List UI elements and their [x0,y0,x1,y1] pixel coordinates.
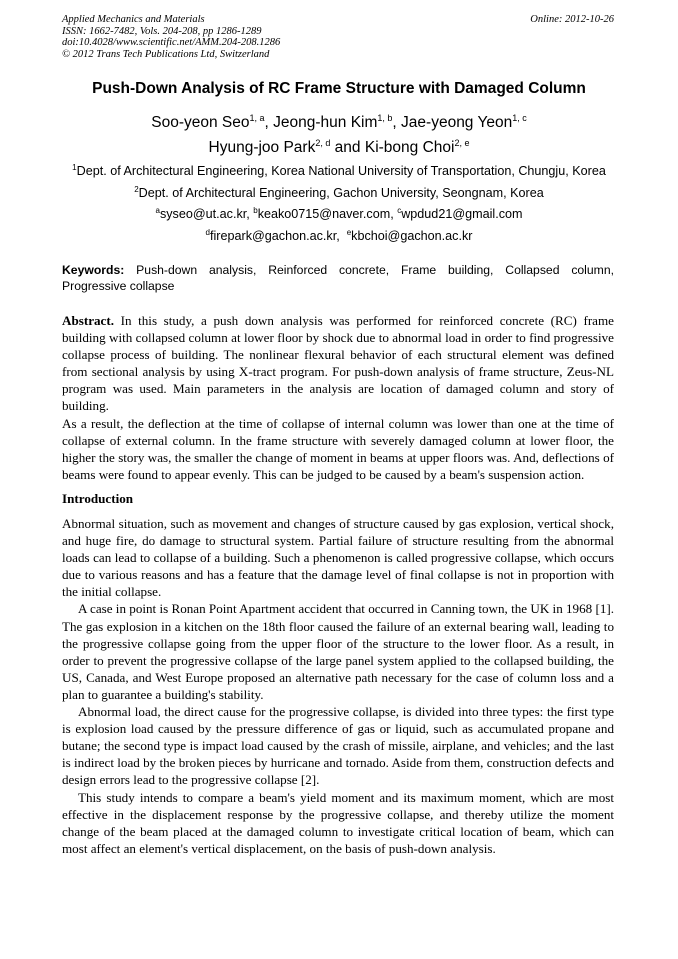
affiliation-2: $^2$Dept. of Architectural Engineering, Gachon University, Seongnam, Korea [134,185,544,201]
author-superscript: 1, a [249,113,265,123]
email-address[interactable]: syseo@ut.ac.kr, [159,207,250,222]
copyright-line: © 2012 Trans Tech Publications Ltd, Switzerland [62,48,270,60]
author-line-2 [62,138,616,157]
intro-paragraph-3: Abnormal load, the direct cause for the progressive collapse, is divided into three types: the first type is explosion load caused by the pressure difference of gas or liquid, such as accumulated propane and butane; the second type is impact load caused by the crash of missile, airplane, and vehicles; and the last is indirect load by the broken pieces by hurricane and tornado. Aside from them, construction defects and design errors lead to the progressive collapse [2]. [62,704,614,788]
keywords-text: Push-down analysis, Reinforced concrete, Frame building, Collapsed column, Progressive collapse [62,263,614,293]
author-name: Soo-yeon Seo [151,114,250,132]
affiliation-1: $^1$Dept. of Architectural Engineering, Korea National University of Transportation, Chungju, Korea [72,163,606,179]
author-superscript: 1, c [512,113,527,123]
publication-header [62,14,614,60]
affiliation-superscript: 1 [72,163,77,172]
author-line-1: Soo-yeon Seo$^{1, a}$, Jeong-hun Kim$^{1, b}$, Jae-yeong Yeon$^{1, c}$ [151,113,527,132]
intro-paragraph-2: A case in point is Ronan Point Apartment accident that occurred in Canning town, the UK in 1968 [1]. The gas explosion in a kitchen on the 18th floor caused the failure of an external bearing wall, leading to the progressive collapse going from the upper floor of the structure to the lower floor. As a result, in order to prevent the progressive collapse of the large panel system applied to the collapsed building, the US, Canada, and West Europe proposed an alternative path necessary for the case of column loss and a plan to guarantee a building's stability. [62,601,615,702]
author-name: Jeong-hun Kim [273,114,378,132]
affiliation-superscript: 2 [134,185,139,194]
email-address[interactable]: firepark@gachon.ac.kr, [210,229,340,244]
email-line-2: $^d$firepark@gachon.ac.kr, $^e$kbchoi@gachon.ac.kr [205,228,473,244]
doi-line: doi:10.4028/www.scientific.net/AMM.204-208.1286 [62,37,281,49]
intro-paragraph-1: Abnormal situation, such as movement and changes of structure caused by gas explosion, vertical shock, and huge fire, do damage to structural system. Partial failure of structure resulting from the abnormal loads can lead to collapse of a building. Such a phenomenon is called progressive collapse, which occurs due to various reasons and has a feature that the damage level of final collapse is not in proportion with the initial collapse. [62,516,614,600]
author-name: Jae-yeong Yeon [401,114,513,132]
keywords [62,263,614,294]
abstract [62,312,614,483]
author-superscript: 2, e [454,138,470,148]
issn-line: ISSN: 1662-7482, Vols. 204-208, pp 1286-1289 [62,25,262,37]
email-address[interactable]: kbchoi@gachon.ac.kr [351,229,473,244]
introduction-body [62,515,614,857]
journal-name: Applied Mechanics and Materials [62,14,205,25]
intro-paragraph-4: This study intends to compare a beam's yield moment and its maximum moment, which are most effective in the displacement response by the progressive collapse, and thereby utilize the moment change of the beam placed at the damaged column to investigate critical location of beam, which can most affect an element's vertical displacement, on the basis of push-down analysis. [62,789,614,856]
paper-title: Push-Down Analysis of RC Frame Structure with Damaged Column [92,80,586,97]
author-conjunction: and [334,139,361,157]
email-address[interactable]: wpdud21@gmail.com [401,207,523,222]
email-address[interactable]: keako0715@naver.com, [257,207,394,222]
author-name: Ki-bong Choi [364,139,455,157]
abstract-label: Abstract. [62,313,114,328]
section-heading-introduction: Introduction [62,491,134,506]
email-line-1: $^a$syseo@ut.ac.kr, $^b$keako0715@naver.com, $^c$wpdud21@gmail.com [155,206,523,222]
author-name: Hyung-joo Park [208,139,316,157]
online-date: Online: 2012-10-26 [530,14,614,25]
abstract-paragraph-2: As a result, the deflection at the time of collapse of internal column was lower than one at the time of collapse of external column. In the frame structure with severely damaged column at lower floor, the higher the story was, the smaller the change of moment in beams at upper floors was. And, deflections of beams were found to appear evenly. This can be judged to be caused by a beam's suspension action. [62,415,614,482]
abstract-paragraph-1: Abstract. In this study, a push down analysis was performed for reinforced concrete (RC) frame building with collapsed column at lower floor by shock due to abnormal load in order to find progressive collapse process of building. The nonlinear flexural behavior of each structural element was defined from sectional analysis by using X-tract program. For push-down analysis of frame structure, Zeus-NL program was used. Main parameters in the analysis are location of damaged column and story of building. [62,313,614,414]
author-superscript: 2, d [315,138,331,148]
keywords-label: Keywords: [62,263,125,277]
author-superscript: 1, b [377,113,393,123]
